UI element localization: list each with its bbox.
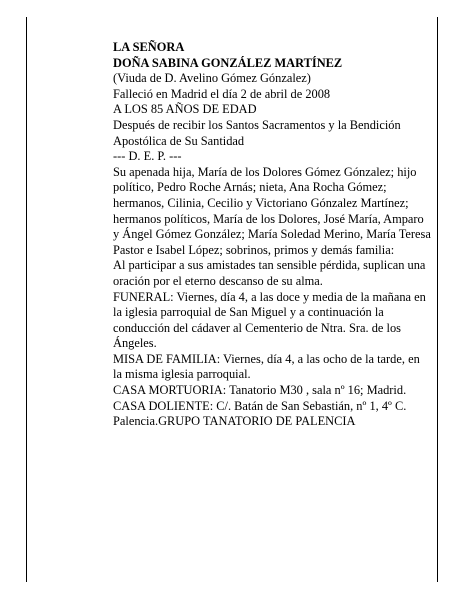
notice-title: LA SEÑORA: [113, 40, 185, 54]
death-notice-line: Falleció en Madrid el día 2 de abril de 2008: [113, 86, 331, 101]
footer-line: Palencia.GRUPO TANATORIO DE PALENCIA: [113, 414, 356, 429]
mourning-house-paragraph: CASA DOLIENTE: C/. Batán de San Sebastián, nº 1, 4º C.: [113, 398, 407, 413]
widow-of-line: (Viuda de D. Avelino Gómez Gónzalez): [113, 71, 311, 86]
age-line: A LOS 85 AÑOS DE EDAD: [113, 102, 257, 117]
family-mass-paragraph: MISA DE FAMILIA: Viernes, día 4, a las ocho de la tarde, en la misma iglesia parroquial.: [113, 351, 423, 382]
obituary-notice: [113, 40, 434, 430]
funeral-paragraph: FUNERAL: Viernes, día 4, a las doce y media de la mañana en la iglesia parroquial de San Miguel y a continuación la conducción del cádaver al Cementerio de Ntra. Sra. de los Ángeles.: [113, 289, 429, 351]
deceased-name: DOÑA SABINA GONZÁLEZ MARTÍNEZ: [113, 55, 343, 70]
rip-line: --- D. E. P. ---: [113, 149, 182, 164]
sacraments-paragraph: Después de recibir los Santos Sacramentos y la Bendición Apostólica de Su Santidad: [113, 117, 404, 148]
request-paragraph: Al participar a sus amistades tan sensible pérdida, suplican una oración por el eterno descanso de su alma.: [113, 258, 429, 288]
funeral-home-paragraph: CASA MORTUORIA: Tanatorio M30 , sala nº 16; Madrid.: [113, 383, 407, 398]
family-paragraph: Su apenada hija, María de los Dolores Gómez Gónzalez; hijo político, Pedro Roche Arnás; nieta, Ana Rocha Gómez; hermanos, Cilinia, Cecilio y Victoriano Gónzalez Martínez; hermanos políticos, María de los Dolores, José María, Amparo y Ángel Gómez González; María Soledad Merino, María Teresa Pastor e Isabel López; sobrinos, primos y demás familia:: [113, 164, 434, 257]
